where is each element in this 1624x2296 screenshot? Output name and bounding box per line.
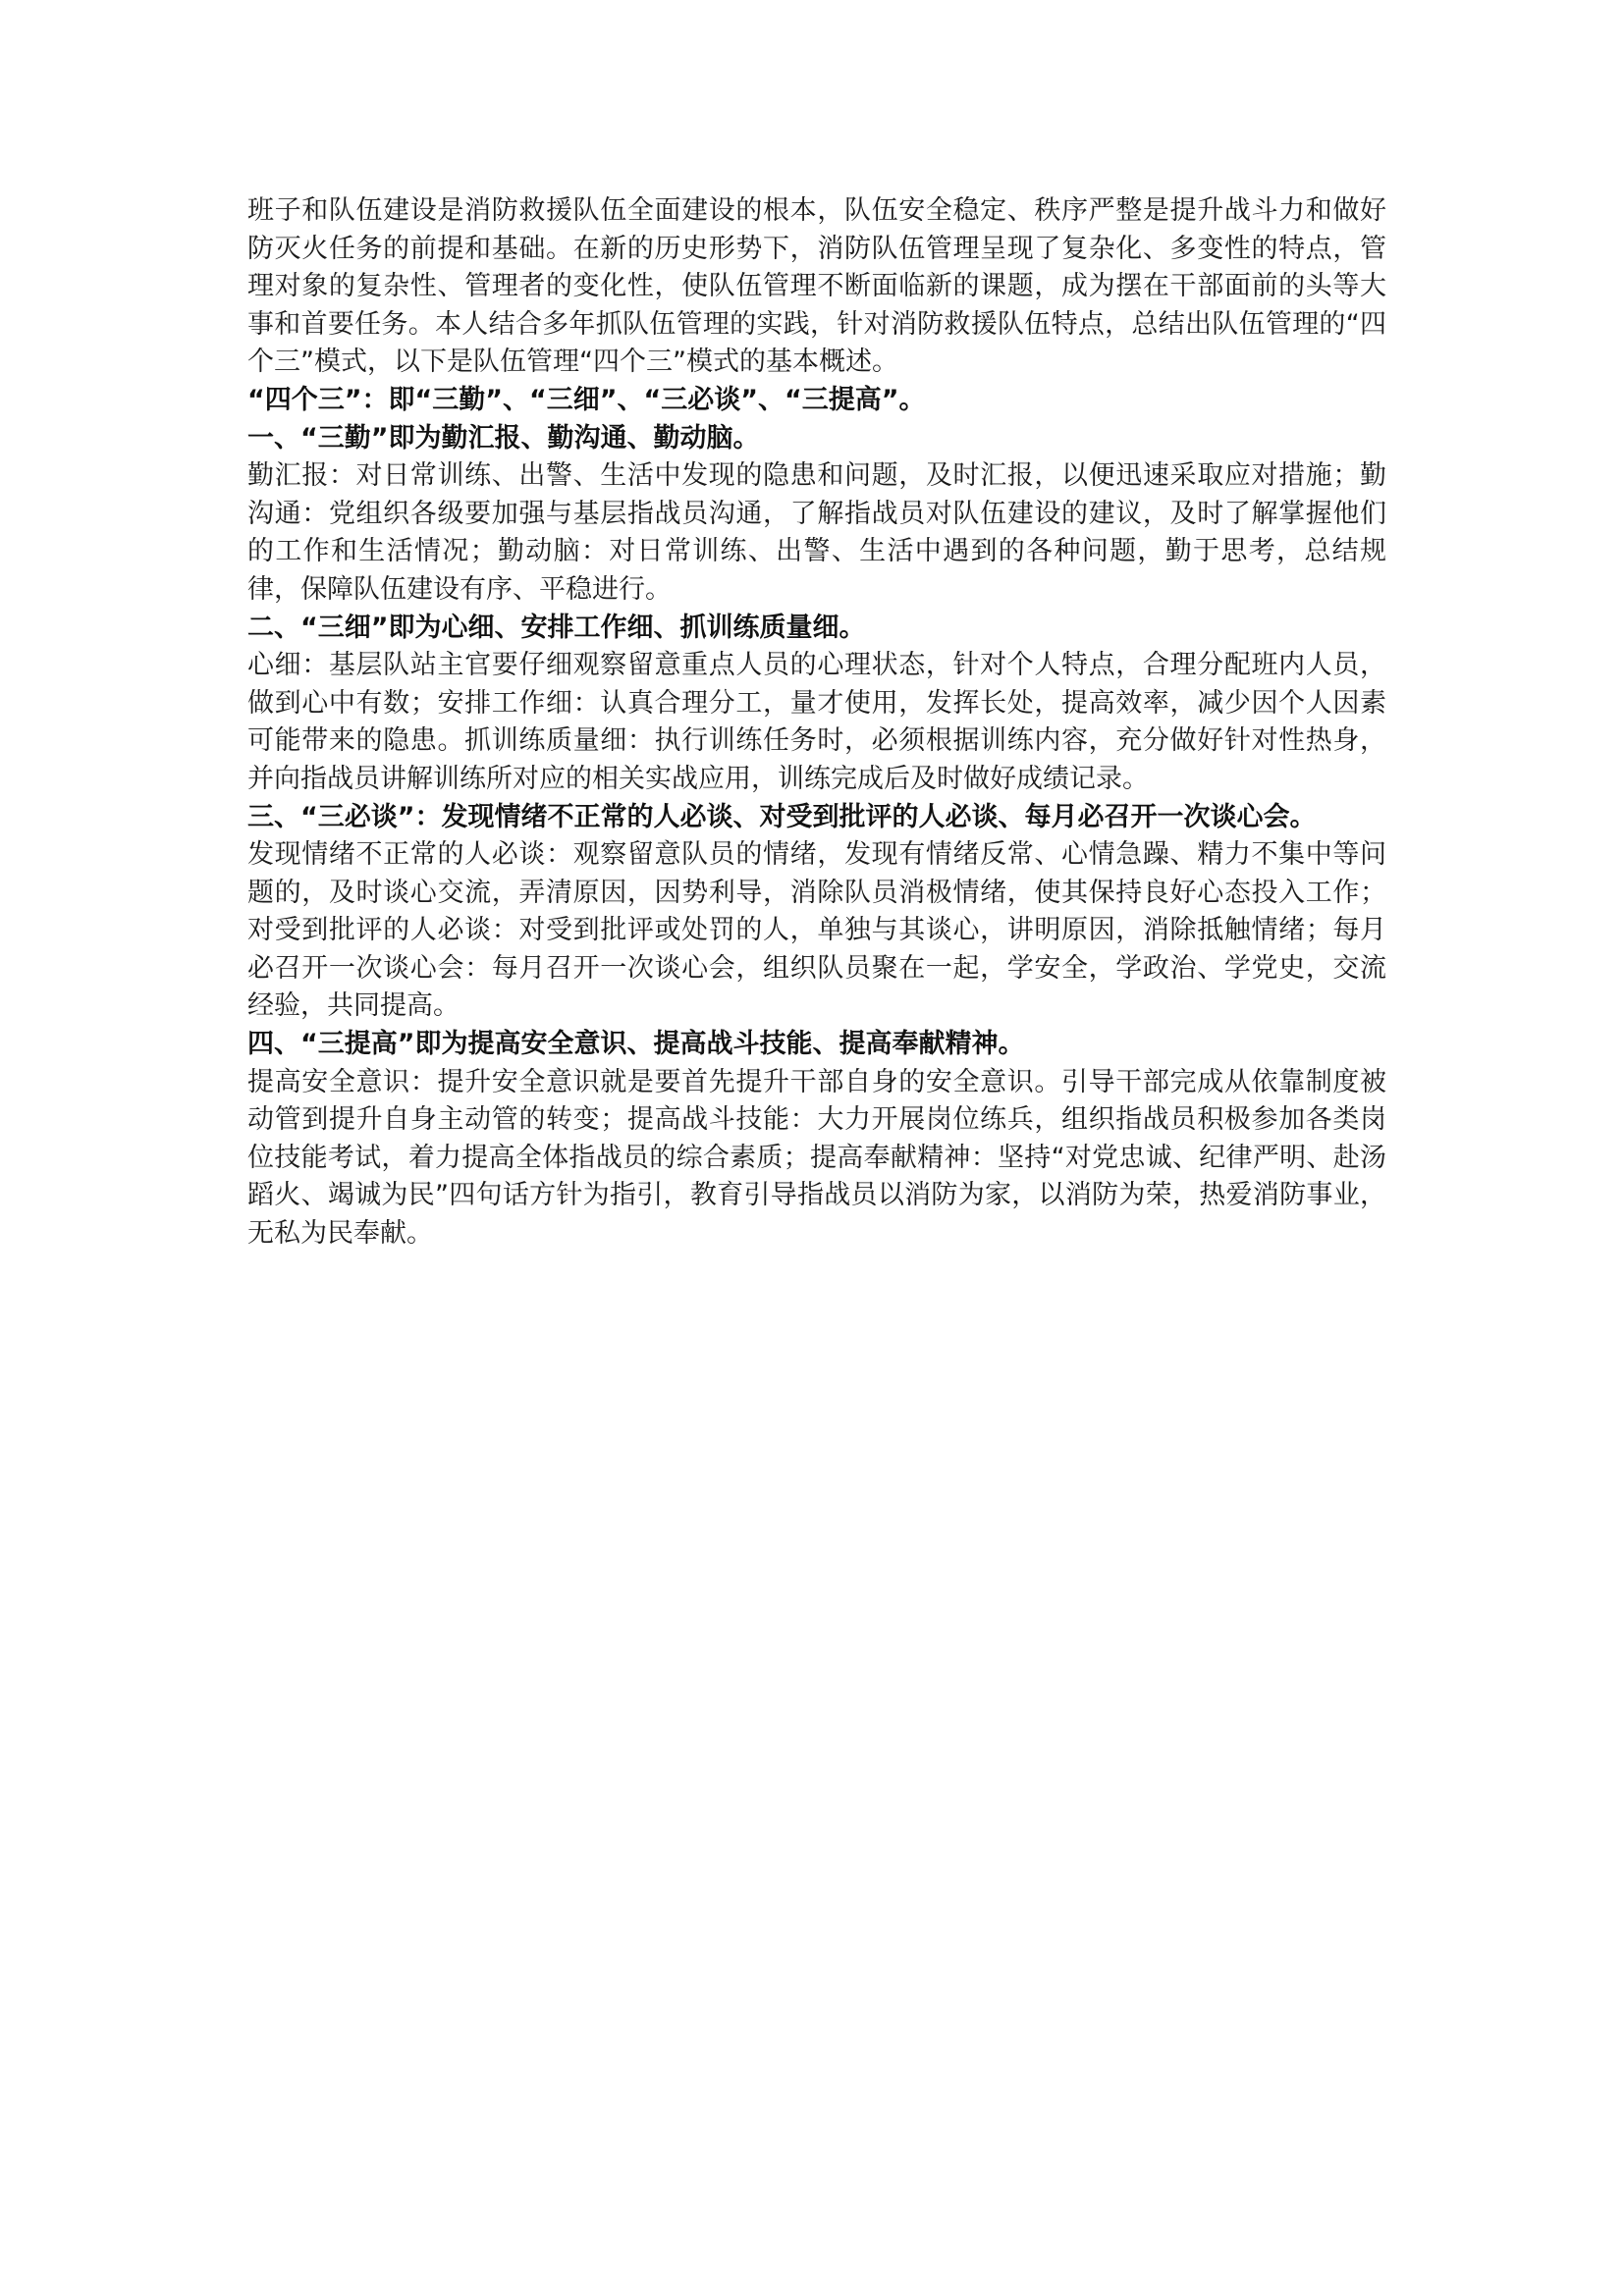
section-4-body: 提高安全意识：提升安全意识就是要首先提升干部自身的安全意识。引导干部完成从依靠制度被动管到提升自身主动管的转变；提高战斗技能：大力开展岗位练兵，组织指战员积极参加各类岗位技能考试，着力提高全体指战员的综合素质；提高奉献精神：坚持“对党忠诚、纪律严明、赴汤蹈火、竭诚为民”四句话方针为指引，教育引导指战员以消防为家，以消防为荣，热爱消防事业，无私为民奉献。 xyxy=(247,1066,1386,1250)
section-3-heading: 三、“三必谈”：发现情绪不正常的人必谈、对受到批评的人必谈、每月必召开一次谈心会。 xyxy=(247,801,1317,832)
document-page xyxy=(247,192,1386,1254)
section-1-body: 勤汇报：对日常训练、出警、生活中发现的隐患和问题，及时汇报，以便迅速采取应对措施；勤沟通：党组织各级要加强与基层指战员沟通，了解指战员对队伍建设的建议，及时了解掌握他们的工作和生活情况；勤动脑：对日常训练、出警、生活中遇到的各种问题，勤于思考，总结规律，保障队伍建设有序、平稳进行。 xyxy=(247,460,1386,605)
section-2-body: 心细：基层队站主官要仔细观察留意重点人员的心理状态，针对个人特点，合理分配班内人员，做到心中有数；安排工作细：认真合理分工，量才使用，发挥长处，提高效率，减少因个人因素可能带来的隐患。抓训练质量细：执行训练任务时，必须根据训练内容，充分做好针对性热身，并向指战员讲解训练所对应的相关实战应用，训练完成后及时做好成绩记录。 xyxy=(247,650,1386,794)
intro-paragraph: 班子和队伍建设是消防救援队伍全面建设的根本，队伍安全稳定、秩序严整是提升战斗力和做好防灭火任务的前提和基础。在新的历史形势下，消防队伍管理呈现了复杂化、多变性的特点，管理对象的复杂性、管理者的变化性，使队伍管理不断面临新的课题，成为摆在干部面前的头等大事和首要任务。本人结合多年抓队伍管理的实践，针对消防救援队伍特点，总结出队伍管理的“四个三”模式，以下是队伍管理“四个三”模式的基本概述。 xyxy=(247,195,1386,378)
summary-heading: “四个三”：即“三勤”、“三细”、“三必谈”、“三提高”。 xyxy=(247,384,926,415)
section-2-heading: 二、“三细”即为心细、安排工作细、抓训练质量细。 xyxy=(247,612,866,643)
section-4-heading: 四、“三提高”即为提高安全意识、提高战斗技能、提高奉献精神。 xyxy=(247,1029,1025,1060)
section-1-heading: 一、“三勤”即为勤汇报、勤沟通、勤动脑。 xyxy=(247,422,760,454)
section-3-body: 发现情绪不正常的人必谈：观察留意队员的情绪，发现有情绪反常、心情急躁、精力不集中等问题的，及时谈心交流，弄清原因，因势利导，消除队员消极情绪，使其保持良好心态投入工作；对受到批评的人必谈：对受到批评或处罚的人，单独与其谈心，讲明原因，消除抵触情绪；每月必召开一次谈心会：每月召开一次谈心会，组织队员聚在一起，学安全，学政治、学党史，交流经验，共同提高。 xyxy=(247,839,1386,1022)
